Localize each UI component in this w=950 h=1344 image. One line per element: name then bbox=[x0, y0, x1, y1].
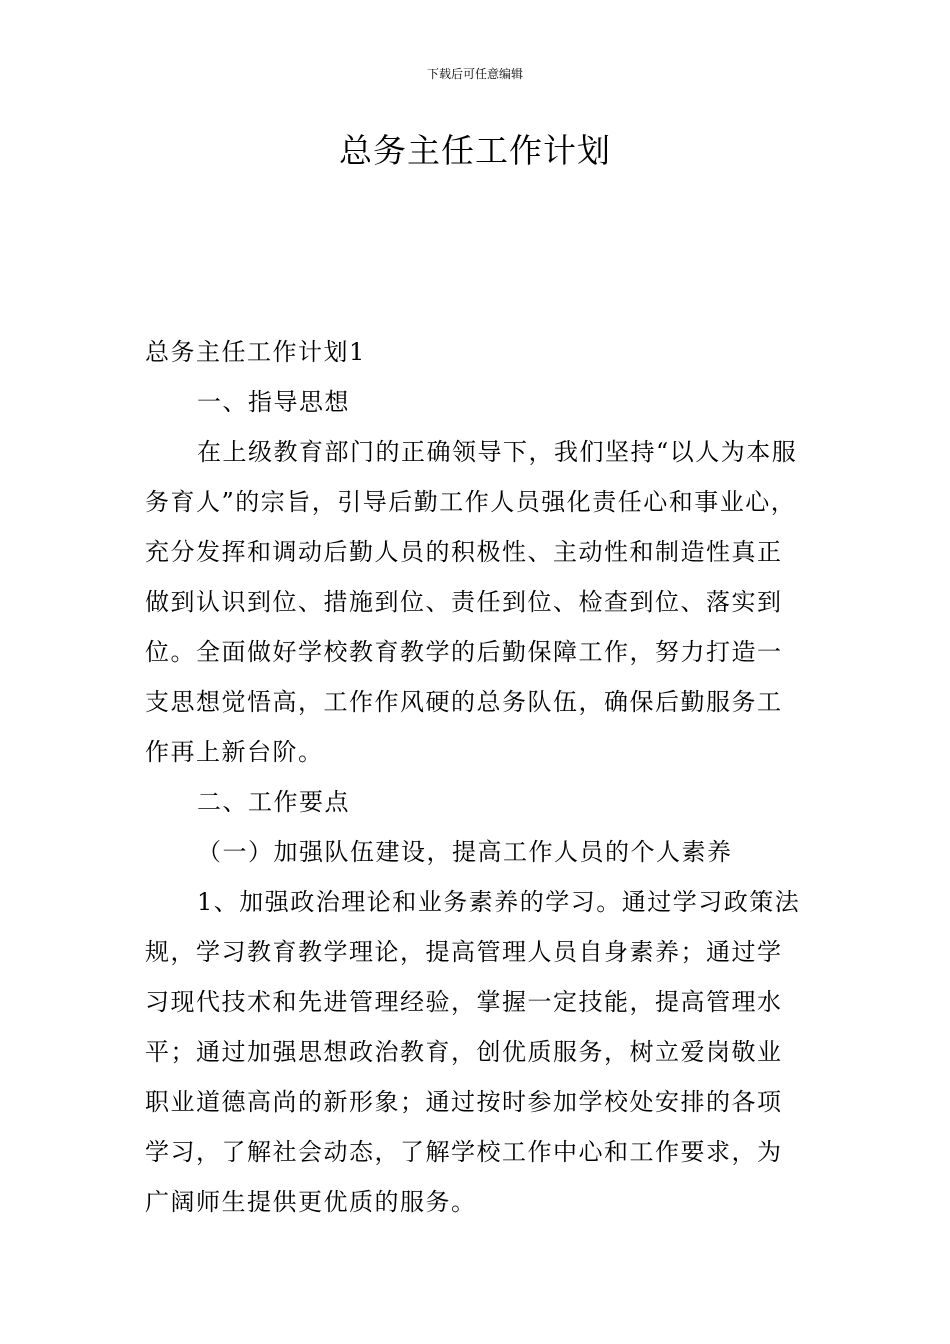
section-heading-work-points: 二、工作要点 bbox=[197, 788, 350, 816]
section-heading-guiding-ideology: 一、指导思想 bbox=[197, 388, 350, 416]
paragraph-guiding-ideology: 在上级教育部门的正确领导下，我们坚持“以人为本服务育人”的宗旨，引导后勤工作人员强化责任心和事业心，充分发挥和调动后勤人员的积极性、主动性和制造性真正做到认识到位、措施到位、责任到位、检查到位、落实到位。全面做好学校教育教学的后勤保障工作，努力打造一支思想觉悟高，工作作风硬的总务队伍，确保后勤服务工作再上新台阶。 bbox=[145, 438, 798, 766]
header-note: 下载后可任意编辑 bbox=[426, 67, 523, 81]
paragraph-item-1: 1、加强政治理论和业务素养的学习。通过学习政策法规，学习教育教学理论，提高管理人员自身素养；通过学习现代技术和先进管理经验，掌握一定技能，提高管理水平；通过加强思想政治教育，创优质服务，树立爱岗敬业职业道德高尚的新形象；通过按时参加学校处安排的各项学习，了解社会动态，了解学校工作中心和工作要求，为广阔师生提供更优质的服务。 bbox=[145, 888, 801, 1216]
subsection-heading-team-building: （一）加强队伍建设，提高工作人员的个人素养 bbox=[197, 838, 733, 866]
document-body bbox=[145, 327, 807, 1227]
plan-subtitle: 总务主任工作计划1 bbox=[145, 338, 366, 366]
document-title: 总务主任工作计划 bbox=[339, 131, 611, 170]
